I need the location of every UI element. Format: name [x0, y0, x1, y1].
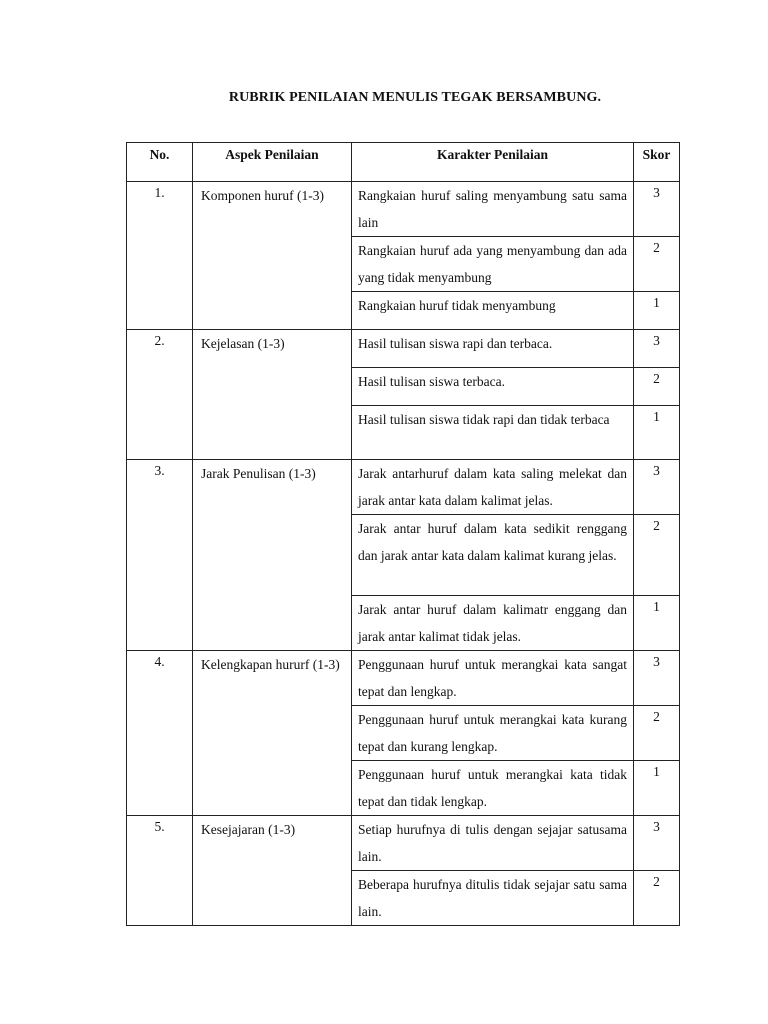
skor-cell: 3 — [634, 460, 680, 515]
row-number: 4. — [127, 651, 193, 816]
aspek-cell — [193, 651, 352, 816]
karakter-cell: Hasil tulisan siswa tidak rapi dan tidak terbaca — [352, 406, 634, 460]
rubric-table — [126, 142, 680, 926]
row-number: 1. — [127, 182, 193, 330]
row-number: 5. — [127, 816, 193, 926]
karakter-cell: Jarak antar huruf dalam kalimatr enggang dan jarak antar kalimat tidak jelas. — [352, 596, 634, 651]
table-row — [127, 330, 680, 368]
header-aspek: Aspek Penilaian — [193, 143, 352, 182]
karakter-cell: Setiap hurufnya di tulis dengan sejajar satusama lain. — [352, 816, 634, 871]
karakter-cell: Hasil tulisan siswa rapi dan terbaca. — [352, 330, 634, 368]
aspek-label: Komponen huruf (1-3) — [201, 188, 324, 203]
aspek-cell — [193, 816, 352, 926]
row-number: 3. — [127, 460, 193, 651]
skor-cell: 1 — [634, 596, 680, 651]
skor-cell: 3 — [634, 182, 680, 237]
header-skor: Skor — [634, 143, 680, 182]
skor-cell: 2 — [634, 871, 680, 926]
skor-cell: 1 — [634, 406, 680, 460]
skor-cell: 2 — [634, 368, 680, 406]
karakter-cell: Jarak antar huruf dalam kata sedikit renggang dan jarak antar kata dalam kalimat kurang jelas. — [352, 515, 634, 596]
skor-cell: 3 — [634, 651, 680, 706]
karakter-cell: Hasil tulisan siswa terbaca. — [352, 368, 634, 406]
aspek-label: Kesejajaran (1-3) — [201, 822, 296, 837]
header-row — [127, 143, 680, 182]
aspek-cell — [193, 182, 352, 330]
table-row — [127, 651, 680, 706]
skor-cell: 2 — [634, 515, 680, 596]
karakter-cell: Rangkaian huruf ada yang menyambung dan ada yang tidak menyambung — [352, 237, 634, 292]
karakter-cell: Beberapa hurufnya ditulis tidak sejajar satu sama lain. — [352, 871, 634, 926]
skor-cell: 2 — [634, 237, 680, 292]
skor-cell: 3 — [634, 816, 680, 871]
page-title: RUBRIK PENILAIAN MENULIS TEGAK BERSAMBUNG. — [228, 90, 602, 105]
header-no: No. — [127, 143, 193, 182]
karakter-cell: Penggunaan huruf untuk merangkai kata sangat tepat dan lengkap. — [352, 651, 634, 706]
aspek-label: Jarak Penulisan (1-3) — [201, 466, 316, 481]
table-row — [127, 182, 680, 237]
aspek-cell — [193, 460, 352, 651]
skor-cell: 1 — [634, 292, 680, 330]
table-body — [127, 182, 680, 926]
karakter-cell: Rangkaian huruf tidak menyambung — [352, 292, 634, 330]
karakter-cell: Penggunaan huruf untuk merangkai kata kurang tepat dan kurang lengkap. — [352, 706, 634, 761]
skor-cell: 1 — [634, 761, 680, 816]
karakter-cell: Penggunaan huruf untuk merangkai kata tidak tepat dan tidak lengkap. — [352, 761, 634, 816]
aspek-label: Kelengkapan hururf (1-3) — [201, 657, 340, 672]
aspek-label: Kejelasan (1-3) — [201, 336, 285, 351]
skor-cell: 2 — [634, 706, 680, 761]
karakter-cell: Jarak antarhuruf dalam kata saling melekat dan jarak antar kata dalam kalimat jelas. — [352, 460, 634, 515]
aspek-cell — [193, 330, 352, 460]
table-row — [127, 460, 680, 515]
row-number: 2. — [127, 330, 193, 460]
karakter-cell: Rangkaian huruf saling menyambung satu sama lain — [352, 182, 634, 237]
table-header — [127, 143, 680, 182]
header-karakter: Karakter Penilaian — [352, 143, 634, 182]
table-row — [127, 816, 680, 871]
skor-cell: 3 — [634, 330, 680, 368]
